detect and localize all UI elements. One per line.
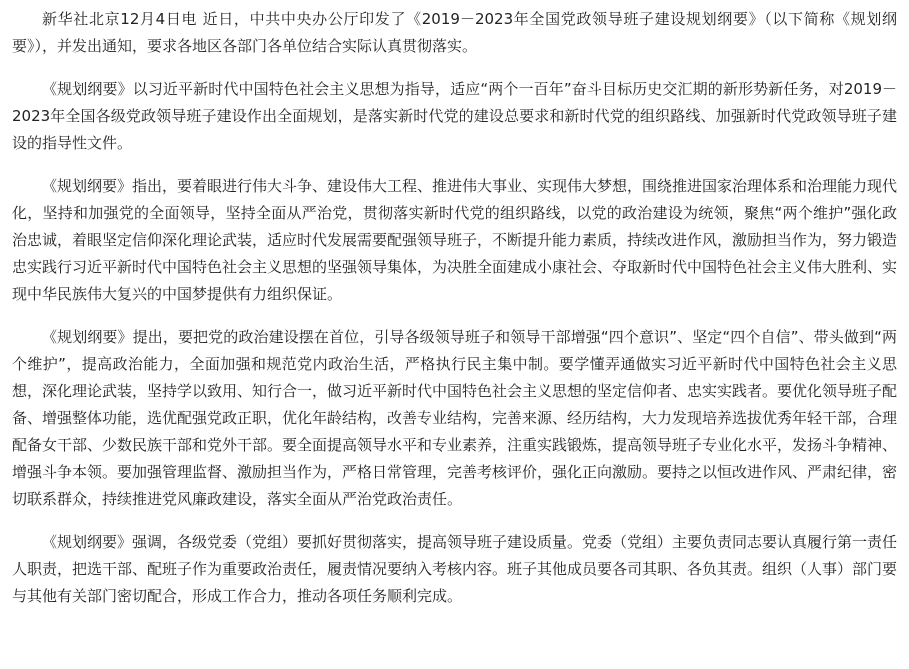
paragraph-requirements: 《规划纲要》提出，要把党的政治建设摆在首位，引导各级领导班子和领导干部增强“四个意识”、坚定“四个自信”、带头做到“两个维护”，提高政治能力，全面加强和规范党内政治生活，严格执行民主集中制。要学懂弄通做实习近平新时代中国特色社会主义思想，深化理论武装，坚持学以致用、知行合一，做习近平新时代中国特色社会主义思想的坚定信仰者、忠实实践者。要优化领导班子配备、增强整体功能，选优配强党政正职，优化年龄结构，改善专业结构，完善来源、经历结构，大力发现培养选拔优秀年轻干部，合理配备女干部、少数民族干部和党外干部。要全面提高领导水平和专业素养，注重实践锻炼，提高领导班子专业化水平，发扬斗争精神、增强斗争本领。要加强管理监督、激励担当作为，严格日常管理，完善考核评价，强化正向激励。要持之以恒改进作风、严肃纪律，密切联系群众，持续推进党风廉政建设，落实全面从严治党政治责任。 (12, 328, 898, 508)
paragraph-guidance: 《规划纲要》以习近平新时代中国特色社会主义思想为指导，适应“两个一百年”奋斗目标历史交汇期的新形势新任务，对2019－2023年全国各级党政领导班子建设作出全面规划，是落实新时代党的建设总要求和新时代党的组织路线、加强新时代党政领导班子建设的指导性文件。 (12, 80, 897, 152)
paragraph-goals: 《规划纲要》指出，要着眼进行伟大斗争、建设伟大工程、推进伟大事业、实现伟大梦想，围绕推进国家治理体系和治理能力现代化，坚持和加强党的全面领导，坚持全面从严治党，贯彻落实新时代党的组织路线，以党的政治建设为统领，聚焦“两个维护”强化政治忠诚，着眼坚定信仰深化理论武装，适应时代发展需要配强领导班子，不断提升能力素质，持续改进作风，激励担当作为，努力锻造忠实践行习近平新时代中国特色社会主义思想的坚强领导集体，为决胜全面建成小康社会、夺取新时代中国特色社会主义伟大胜利、实现中华民族伟大复兴的中国梦提供有力组织保证。 (12, 177, 898, 303)
paragraph-implementation: 《规划纲要》强调，各级党委（党组）要抓好贯彻落实，提高领导班子建设质量。党委（党组）主要负责同志要认真履行第一责任人职责，把选干部、配班子作为重要政治责任，履责情况要纳入考核内容。班子其他成员要各司其职、各负其责。组织（人事）部门要与其他有关部门密切配合，形成工作合力，推动各项任务顺利完成。 (12, 533, 898, 605)
paragraph-intro: 新华社北京12月4日电 近日，中共中央办公厅印发了《2019－2023年全国党政领导班子建设规划纲要》（以下简称《规划纲要》），并发出通知，要求各地区各部门各单位结合实际认真贯彻落实。 (12, 10, 897, 55)
